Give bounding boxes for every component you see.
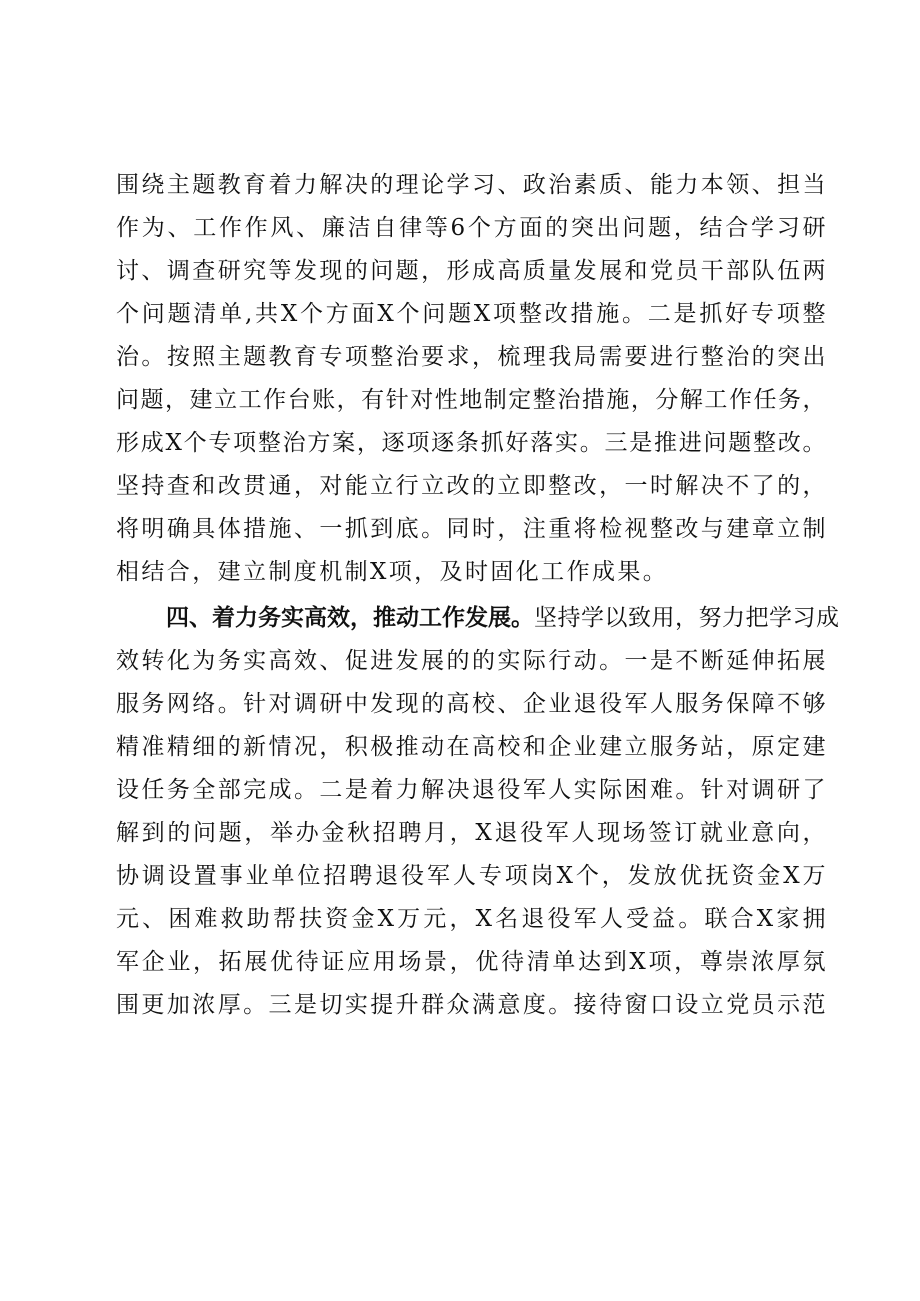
paragraph-line: 个问题清单,共X个方面X个问题X项整改措施。二是抓好专项整 xyxy=(116,301,826,327)
paragraph-line: 相结合，建立制度机制X项，及时固化工作成果。 xyxy=(116,559,669,585)
paragraph-line-rest: 坚持学以致用，努力把学习成 xyxy=(534,605,840,631)
paragraph-line: 解到的问题，举办金秋招聘月，X退役军人现场签订就业意向， xyxy=(116,820,826,846)
paragraph-line: 讨、调查研究等发现的问题，形成高质量发展和党员干部队伍两 xyxy=(116,258,826,284)
paragraph-first-line xyxy=(166,603,840,633)
paragraph-line: 精准精细的新情况，积极推动在高校和企业建立服务站，原定建 xyxy=(116,734,826,760)
paragraph-line: 作为、工作作风、廉洁自律等6个方面的突出问题，结合学习研 xyxy=(116,215,826,241)
paragraph-line: 坚持查和改贯通，对能立行立改的立即整改，一时解决不了的， xyxy=(116,473,826,499)
paragraph-line: 治。按照主题教育专项整治要求，梳理我局需要进行整治的突出 xyxy=(116,344,826,370)
section-heading: 四、着力务实高效，推动工作发展。 xyxy=(166,605,534,631)
paragraph-line: 将明确具体措施、一抓到底。同时，注重将检视整改与建章立制 xyxy=(116,516,826,542)
paragraph-line: 形成X个专项整治方案，逐项逐条抓好落实。三是推进问题整改。 xyxy=(116,430,826,456)
paragraph-line: 设任务全部完成。二是着力解决退役军人实际困难。针对调研了 xyxy=(116,777,826,803)
paragraph-line: 围更加浓厚。三是切实提升群众满意度。接待窗口设立党员示范 xyxy=(116,992,826,1018)
paragraph-line: 围绕主题教育着力解决的理论学习、政治素质、能力本领、担当 xyxy=(116,172,826,198)
paragraph-line: 效转化为务实高效、促进发展的的实际行动。一是不断延伸拓展 xyxy=(116,648,826,674)
paragraph-line: 服务网络。针对调研中发现的高校、企业退役军人服务保障不够 xyxy=(116,691,826,717)
paragraph-line: 元、困难救助帮扶资金X万元，X名退役军人受益。联合X家拥 xyxy=(116,906,826,932)
paragraph-line: 协调设置事业单位招聘退役军人专项岗X个，发放优抚资金X万 xyxy=(116,863,826,889)
paragraph-line: 军企业，拓展优待证应用场景，优待清单达到X项，尊崇浓厚氛 xyxy=(116,949,826,975)
paragraph-line: 问题，建立工作台账，有针对性地制定整治措施，分解工作任务， xyxy=(116,387,826,413)
